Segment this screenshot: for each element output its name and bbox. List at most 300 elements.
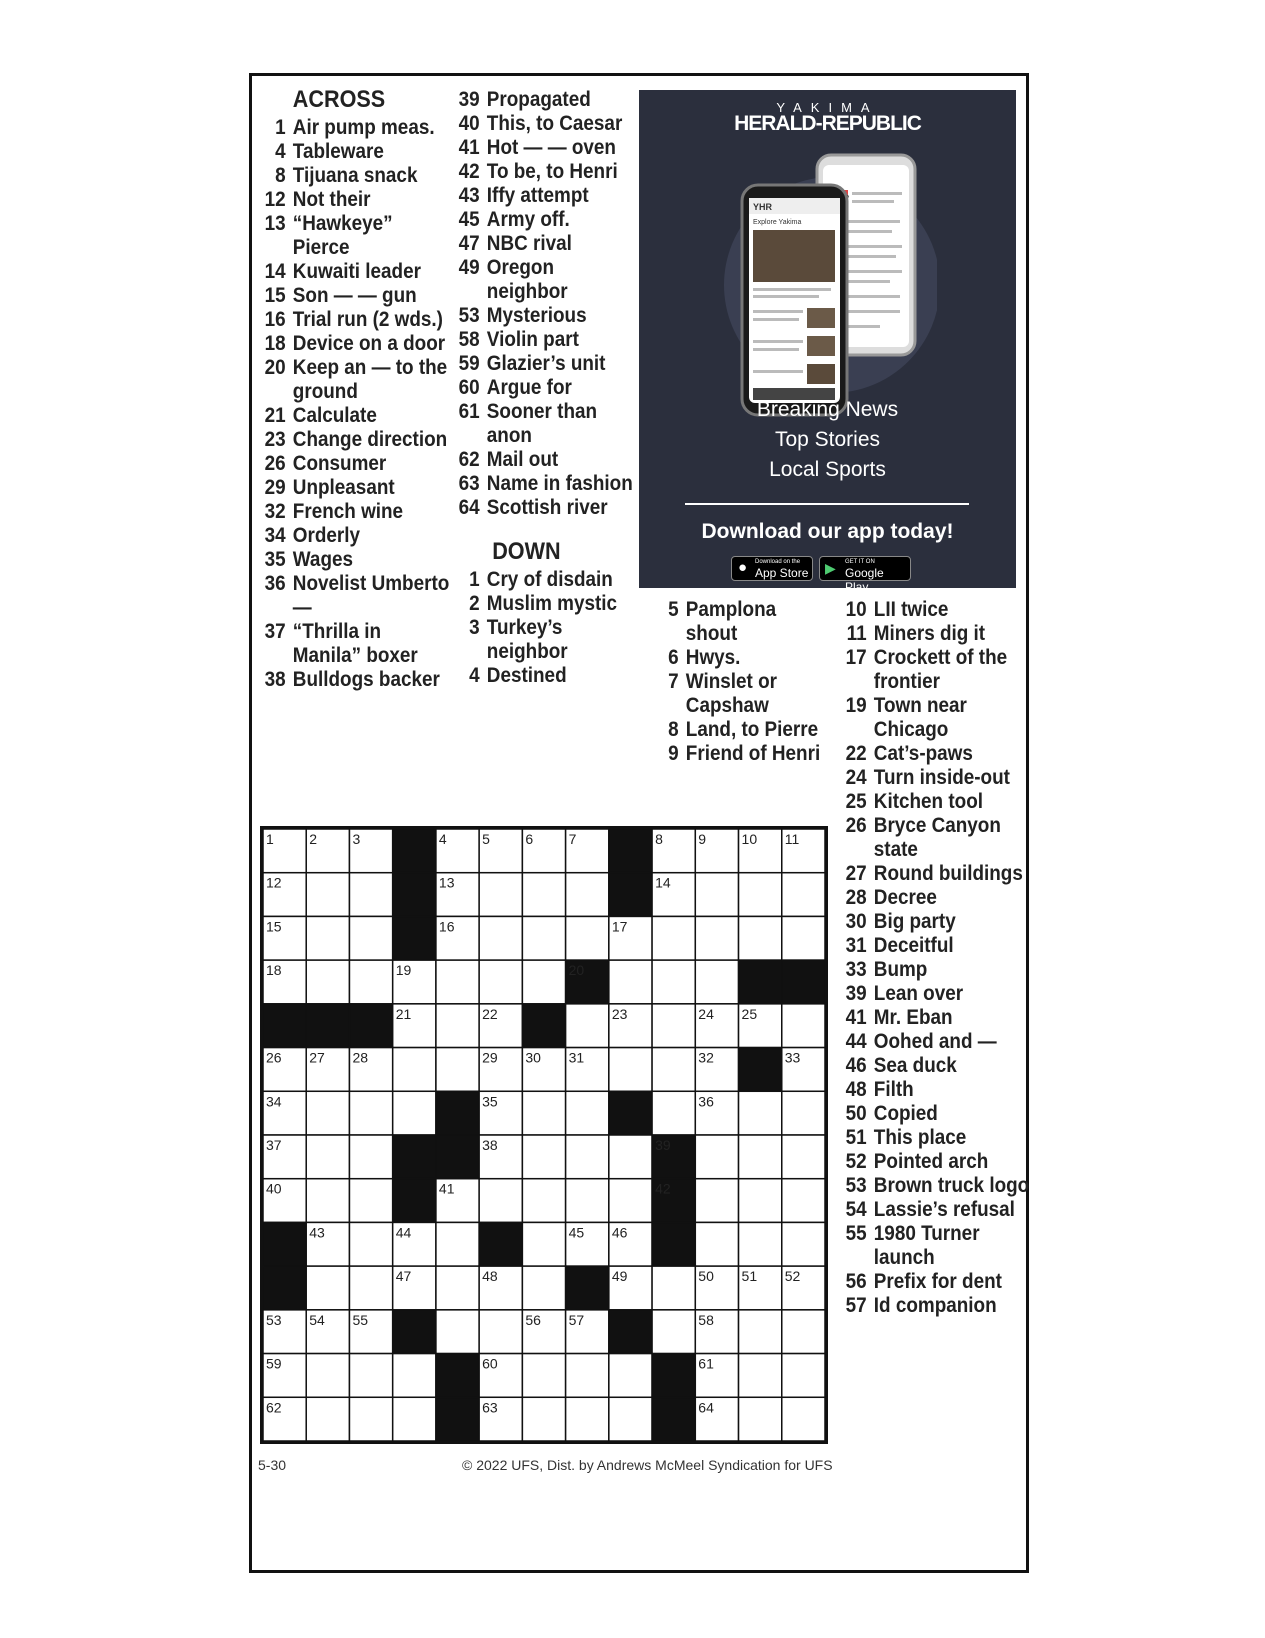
clue-number: 55 (845, 1222, 867, 1245)
grid-cell[interactable] (393, 1048, 436, 1092)
grid-cell[interactable] (695, 1135, 738, 1179)
grid-cell[interactable] (739, 1397, 782, 1441)
grid-cell[interactable] (609, 1397, 652, 1441)
clue-item (458, 400, 638, 448)
clue-item (845, 1270, 1034, 1294)
black-square (436, 1091, 479, 1135)
clue-item (458, 352, 638, 376)
cell-number: 33 (784, 1049, 801, 1066)
black-square (436, 1354, 479, 1398)
clue-text: Iffy attempt (486, 184, 589, 207)
grid-cell[interactable] (695, 916, 738, 960)
clue-text: 1980 Turner launch (873, 1222, 980, 1269)
grid-cell[interactable] (652, 1310, 695, 1354)
cell-number: 59 (266, 1355, 282, 1372)
grid-cell[interactable] (609, 1179, 652, 1223)
clue-text: Oohed and — (873, 1030, 997, 1053)
clue-number: 39 (845, 982, 867, 1005)
black-square (522, 1004, 565, 1048)
grid-cell[interactable] (652, 1004, 695, 1048)
clue-text: Son — — gun (292, 284, 417, 307)
grid-cell[interactable] (652, 916, 695, 960)
clue-text: Novelist Umberto — (292, 572, 450, 619)
grid-cell[interactable] (695, 960, 738, 1004)
grid-cell[interactable] (479, 916, 522, 960)
cell-number: 39 (655, 1137, 671, 1153)
grid-cell[interactable] (349, 916, 392, 960)
clue-item (657, 742, 828, 766)
clue-text: Pamplona shout (685, 598, 777, 645)
clue-number: 39 (458, 88, 480, 111)
clue-item (264, 404, 453, 428)
clue-text: Hot — — oven (486, 136, 616, 159)
clue-text: Kuwaiti leader (292, 260, 421, 283)
black-square (436, 1397, 479, 1441)
grid-cell[interactable] (566, 1354, 609, 1398)
clue-number: 53 (845, 1174, 867, 1197)
clue-number: 20 (264, 356, 286, 379)
clue-number: 54 (845, 1198, 867, 1221)
clue-text: LII twice (873, 598, 949, 621)
grid-cell[interactable] (522, 1266, 565, 1310)
grid-cell[interactable] (306, 1354, 349, 1398)
black-square (652, 1397, 695, 1441)
clue-text: “Hawkeye” Pierce (292, 212, 393, 259)
google-play-button[interactable] (819, 556, 911, 594)
grid-cell[interactable] (739, 916, 782, 960)
clue-item (845, 694, 1034, 742)
black-square (609, 1091, 652, 1135)
grid-cell[interactable] (782, 1179, 825, 1223)
cell-number: 24 (698, 1005, 714, 1022)
clue-number: 9 (668, 742, 679, 765)
grid-cell[interactable] (566, 873, 609, 917)
clue-text: Name in fashion (486, 472, 633, 495)
clue-number: 23 (264, 428, 286, 451)
grid-cell[interactable] (695, 873, 738, 917)
clue-item (458, 184, 638, 208)
grid-cell[interactable] (652, 960, 695, 1004)
clue-number: 26 (264, 452, 286, 475)
grid-cell[interactable] (522, 960, 565, 1004)
clue-item (845, 958, 1034, 982)
clue-number: 22 (845, 742, 867, 765)
clue-text: Mail out (486, 448, 559, 471)
clue-item (264, 332, 453, 356)
clue-text: Tijuana snack (292, 164, 418, 187)
grid-cell[interactable] (479, 1179, 522, 1223)
clue-number: 41 (458, 136, 480, 159)
grid-cell[interactable] (739, 1310, 782, 1354)
cell-number: 63 (482, 1399, 498, 1416)
grid-cell[interactable] (566, 1397, 609, 1441)
clue-number: 8 (275, 164, 286, 187)
grid-cell[interactable] (782, 1354, 825, 1398)
play-icon: ▶ (825, 560, 836, 576)
crossword-grid-svg[interactable] (263, 829, 825, 1441)
grid-cell[interactable] (522, 1091, 565, 1135)
clue-item (458, 304, 638, 328)
black-square (393, 873, 436, 917)
across-clues-column-1 (264, 88, 453, 692)
copyright-notice: © 2022 UFS, Dist. by Andrews McMeel Syndication for UFS (462, 1457, 833, 1473)
clue-item (458, 616, 638, 664)
cell-number: 42 (655, 1180, 671, 1197)
black-square (263, 1266, 306, 1310)
grid-cell[interactable] (522, 1222, 565, 1266)
cell-number: 23 (611, 1005, 628, 1022)
clue-item (845, 1294, 1034, 1318)
clue-text: Sooner than anon (486, 400, 598, 447)
cell-number: 53 (266, 1311, 282, 1328)
cell-number: 57 (568, 1311, 585, 1328)
clue-number: 17 (845, 646, 867, 669)
cell-number: 8 (655, 831, 663, 847)
clue-text: Unpleasant (292, 476, 395, 499)
grid-cell[interactable] (782, 1310, 825, 1354)
clue-number: 6 (668, 646, 679, 669)
apple-icon: ● (738, 559, 748, 576)
clue-text: Crockett of the frontier (873, 646, 1008, 693)
grid-cell[interactable] (566, 916, 609, 960)
front-phone-photo (753, 230, 835, 282)
cell-number: 14 (655, 874, 671, 891)
grid-cell[interactable] (306, 1179, 349, 1223)
ad-divider (685, 503, 969, 505)
grid-cell[interactable] (782, 1135, 825, 1179)
cell-number: 13 (438, 874, 455, 891)
cell-number: 49 (611, 1268, 628, 1285)
cell-number: 46 (611, 1224, 628, 1241)
clue-text: Scottish river (486, 496, 608, 519)
grid-cell[interactable] (695, 1222, 738, 1266)
cell-number: 55 (352, 1311, 369, 1328)
grid-cell[interactable] (349, 1397, 392, 1441)
clue-item (264, 308, 453, 332)
clue-item (845, 1174, 1034, 1198)
grid-cell[interactable] (782, 1397, 825, 1441)
grid-cell[interactable] (739, 1091, 782, 1135)
clue-number: 62 (458, 448, 480, 471)
clue-number: 29 (264, 476, 286, 499)
clue-item (264, 572, 453, 620)
grid-cell[interactable] (739, 1135, 782, 1179)
grid-cell[interactable] (782, 873, 825, 917)
phone-app-label: YHR (753, 202, 773, 212)
black-square (479, 1222, 522, 1266)
clue-number: 57 (845, 1294, 867, 1317)
grid-cell[interactable] (479, 873, 522, 917)
clue-text: Bump (873, 958, 928, 981)
clue-number: 4 (275, 140, 286, 163)
clue-item (845, 598, 1034, 622)
ad-call-to-action: Download our app today! (701, 520, 954, 543)
clue-number: 11 (846, 622, 867, 645)
grid-cell[interactable] (652, 1091, 695, 1135)
clue-item (845, 646, 1034, 694)
clue-text: Prefix for dent (873, 1270, 1002, 1293)
clue-item (845, 1006, 1034, 1030)
grid-cell[interactable] (522, 1135, 565, 1179)
clue-number: 24 (845, 766, 867, 789)
ad-line-local-sports: Local Sports (769, 458, 886, 481)
clue-text: Lean over (873, 982, 964, 1005)
clue-number: 28 (845, 886, 867, 909)
grid-cell[interactable] (349, 1179, 392, 1223)
clue-text: Decree (873, 886, 937, 909)
grid-cell[interactable] (652, 1048, 695, 1092)
clue-item (264, 212, 453, 260)
clue-number: 60 (458, 376, 480, 399)
clue-number: 36 (264, 572, 286, 595)
grid-cell[interactable] (349, 873, 392, 917)
clue-item (845, 742, 1034, 766)
cell-number: 62 (266, 1399, 282, 1416)
grid-cell[interactable] (436, 1222, 479, 1266)
cell-number: 43 (309, 1224, 325, 1241)
clue-text: Violin part (486, 328, 579, 351)
clue-item (845, 1222, 1034, 1270)
app-advertisement[interactable] (639, 90, 1016, 594)
clue-text: Change direction (292, 428, 448, 451)
cell-number: 64 (698, 1399, 714, 1416)
grid-cell[interactable] (306, 960, 349, 1004)
clue-item (458, 136, 638, 160)
grid-cell[interactable] (609, 960, 652, 1004)
grid-cell[interactable] (609, 1048, 652, 1092)
cell-number: 35 (482, 1093, 498, 1110)
cell-number: 4 (438, 831, 447, 847)
grid-cell[interactable] (349, 1135, 392, 1179)
clue-number: 49 (458, 256, 480, 279)
grid-cell[interactable] (695, 1179, 738, 1223)
grid-cell[interactable] (306, 873, 349, 917)
grid-cell[interactable] (566, 1004, 609, 1048)
app-store-label: App Store (755, 566, 809, 580)
clue-number: 45 (458, 208, 480, 231)
cell-number: 50 (698, 1268, 714, 1285)
clue-text: Argue for (486, 376, 572, 399)
crossword-grid[interactable] (260, 826, 828, 1444)
clue-text: Turkey’s neighbor (486, 616, 568, 663)
grid-cell[interactable] (306, 1091, 349, 1135)
app-store-button[interactable] (731, 556, 813, 581)
grid-cell[interactable] (782, 1091, 825, 1135)
black-square (393, 1135, 436, 1179)
clue-number: 42 (458, 160, 480, 183)
clue-number: 38 (264, 668, 286, 691)
clue-text: Big party (873, 910, 956, 933)
grid-cell[interactable] (306, 1397, 349, 1441)
across-heading: ACROSS (292, 86, 386, 113)
grid-cell[interactable] (349, 1091, 392, 1135)
grid-cell[interactable] (436, 1310, 479, 1354)
grid-cell[interactable] (782, 1222, 825, 1266)
grid-cell[interactable] (782, 916, 825, 960)
clue-number: 19 (845, 694, 867, 717)
cell-number: 11 (784, 831, 800, 847)
clue-item (657, 718, 828, 742)
grid-cell[interactable] (479, 1310, 522, 1354)
grid-cell[interactable] (609, 1135, 652, 1179)
clue-item (264, 284, 453, 308)
cell-number: 58 (698, 1311, 714, 1328)
clue-item (458, 664, 638, 688)
clue-text: Miners dig it (873, 622, 986, 645)
thumb-1 (807, 308, 835, 328)
clue-text: Propagated (486, 88, 591, 111)
clue-item (458, 256, 638, 304)
phone-headline: Explore Yakima (753, 219, 802, 226)
grid-cell[interactable] (739, 1222, 782, 1266)
cell-number: 45 (568, 1224, 585, 1241)
clue-number: 35 (264, 548, 286, 571)
clue-number: 37 (264, 620, 286, 643)
clue-item (845, 934, 1034, 958)
clue-item (458, 112, 638, 136)
clue-number: 12 (264, 188, 286, 211)
grid-cell[interactable] (393, 1354, 436, 1398)
clue-text: This, to Caesar (486, 112, 623, 135)
clue-item (458, 448, 638, 472)
clue-text: Bulldogs backer (292, 668, 440, 691)
grid-cell[interactable] (739, 873, 782, 917)
grid-cell[interactable] (479, 960, 522, 1004)
grid-cell[interactable] (522, 1179, 565, 1223)
down-clue-list (458, 568, 638, 688)
grid-cell[interactable] (436, 960, 479, 1004)
grid-cell[interactable] (436, 1004, 479, 1048)
grid-cell[interactable] (522, 1397, 565, 1441)
clue-number: 32 (264, 500, 286, 523)
cell-number: 48 (482, 1268, 498, 1285)
clue-number: 58 (458, 328, 480, 351)
clue-text: Copied (873, 1102, 938, 1125)
clue-number: 53 (458, 304, 480, 327)
black-square (263, 1004, 306, 1048)
black-square (609, 873, 652, 917)
cell-number: 1 (266, 831, 274, 847)
clue-item (845, 1126, 1034, 1150)
grid-cell[interactable] (349, 1354, 392, 1398)
grid-cell[interactable] (739, 1179, 782, 1223)
grid-cell[interactable] (349, 960, 392, 1004)
grid-cell[interactable] (782, 1004, 825, 1048)
clues-column-2 (458, 88, 638, 688)
clue-item (458, 328, 638, 352)
clue-number: 34 (264, 524, 286, 547)
clue-text: Calculate (292, 404, 377, 427)
clue-text: Wages (292, 548, 354, 571)
clue-text: Trial run (2 wds.) (292, 308, 443, 331)
cell-number: 47 (395, 1268, 412, 1285)
grid-cell[interactable] (739, 1354, 782, 1398)
cell-number: 29 (482, 1049, 498, 1066)
clue-item (657, 598, 828, 646)
across-clue-list (264, 116, 453, 692)
clue-text: Mysterious (486, 304, 587, 327)
clue-item (845, 1198, 1034, 1222)
grid-cell[interactable] (436, 1266, 479, 1310)
grid-cell[interactable] (393, 1091, 436, 1135)
grid-cell[interactable] (566, 1135, 609, 1179)
grid-cell[interactable] (306, 1266, 349, 1310)
thumb-2 (807, 336, 835, 356)
grid-cell[interactable] (522, 1354, 565, 1398)
clue-item (845, 1078, 1034, 1102)
clue-item (845, 790, 1034, 814)
cell-number: 38 (482, 1137, 498, 1153)
cell-number: 5 (482, 831, 490, 847)
clue-number: 63 (458, 472, 480, 495)
grid-cell[interactable] (349, 1222, 392, 1266)
grid-cell[interactable] (436, 1048, 479, 1092)
clue-number: 25 (845, 790, 867, 813)
clue-number: 59 (458, 352, 480, 375)
clue-number: 14 (264, 260, 286, 283)
down-heading: DOWN (492, 538, 561, 565)
grid-cell[interactable] (566, 1179, 609, 1223)
grid-cell[interactable] (349, 1266, 392, 1310)
grid-cell[interactable] (566, 1091, 609, 1135)
clue-number: 50 (845, 1102, 867, 1125)
grid-cell[interactable] (522, 873, 565, 917)
down-clues-column-3 (657, 598, 828, 766)
clue-number: 10 (845, 598, 867, 621)
clue-text: Tableware (292, 140, 384, 163)
clue-text: Hwys. (685, 646, 741, 669)
cell-number: 9 (698, 831, 707, 847)
grid-cell[interactable] (306, 916, 349, 960)
cell-number: 51 (741, 1268, 758, 1285)
clue-text: This place (873, 1126, 967, 1149)
clue-number: 51 (845, 1126, 867, 1149)
black-square (652, 1222, 695, 1266)
down-clues-column-4 (845, 598, 1034, 1318)
black-square (393, 1310, 436, 1354)
grid-cell[interactable] (393, 1397, 436, 1441)
puzzle-code: 5-30 (258, 1457, 287, 1473)
clue-item (264, 524, 453, 548)
clue-number: 13 (264, 212, 286, 235)
across-clue-list-continued (458, 88, 638, 520)
cell-number: 32 (698, 1049, 714, 1066)
clue-text: Town near Chicago (873, 694, 967, 741)
clue-item (845, 766, 1034, 790)
clue-text: Winslet or Capshaw (685, 670, 777, 717)
clue-item (845, 1102, 1034, 1126)
grid-cell[interactable] (609, 1354, 652, 1398)
grid-cell[interactable] (652, 1266, 695, 1310)
black-square (609, 1310, 652, 1354)
clue-number: 7 (668, 670, 679, 693)
grid-cell[interactable] (522, 916, 565, 960)
grid-cell[interactable] (306, 1135, 349, 1179)
clue-text: Device on a door (292, 332, 446, 355)
clue-text: Army off. (486, 208, 570, 231)
clue-number: 2 (469, 592, 480, 615)
cell-number: 17 (611, 918, 628, 935)
black-square (393, 916, 436, 960)
clue-item (458, 376, 638, 400)
clue-number: 31 (845, 934, 867, 957)
clue-item (264, 260, 453, 284)
clue-number: 27 (845, 862, 867, 885)
cell-number: 16 (438, 918, 455, 935)
clue-item (264, 356, 453, 404)
clue-item (657, 646, 828, 670)
clue-number: 41 (845, 1006, 867, 1029)
